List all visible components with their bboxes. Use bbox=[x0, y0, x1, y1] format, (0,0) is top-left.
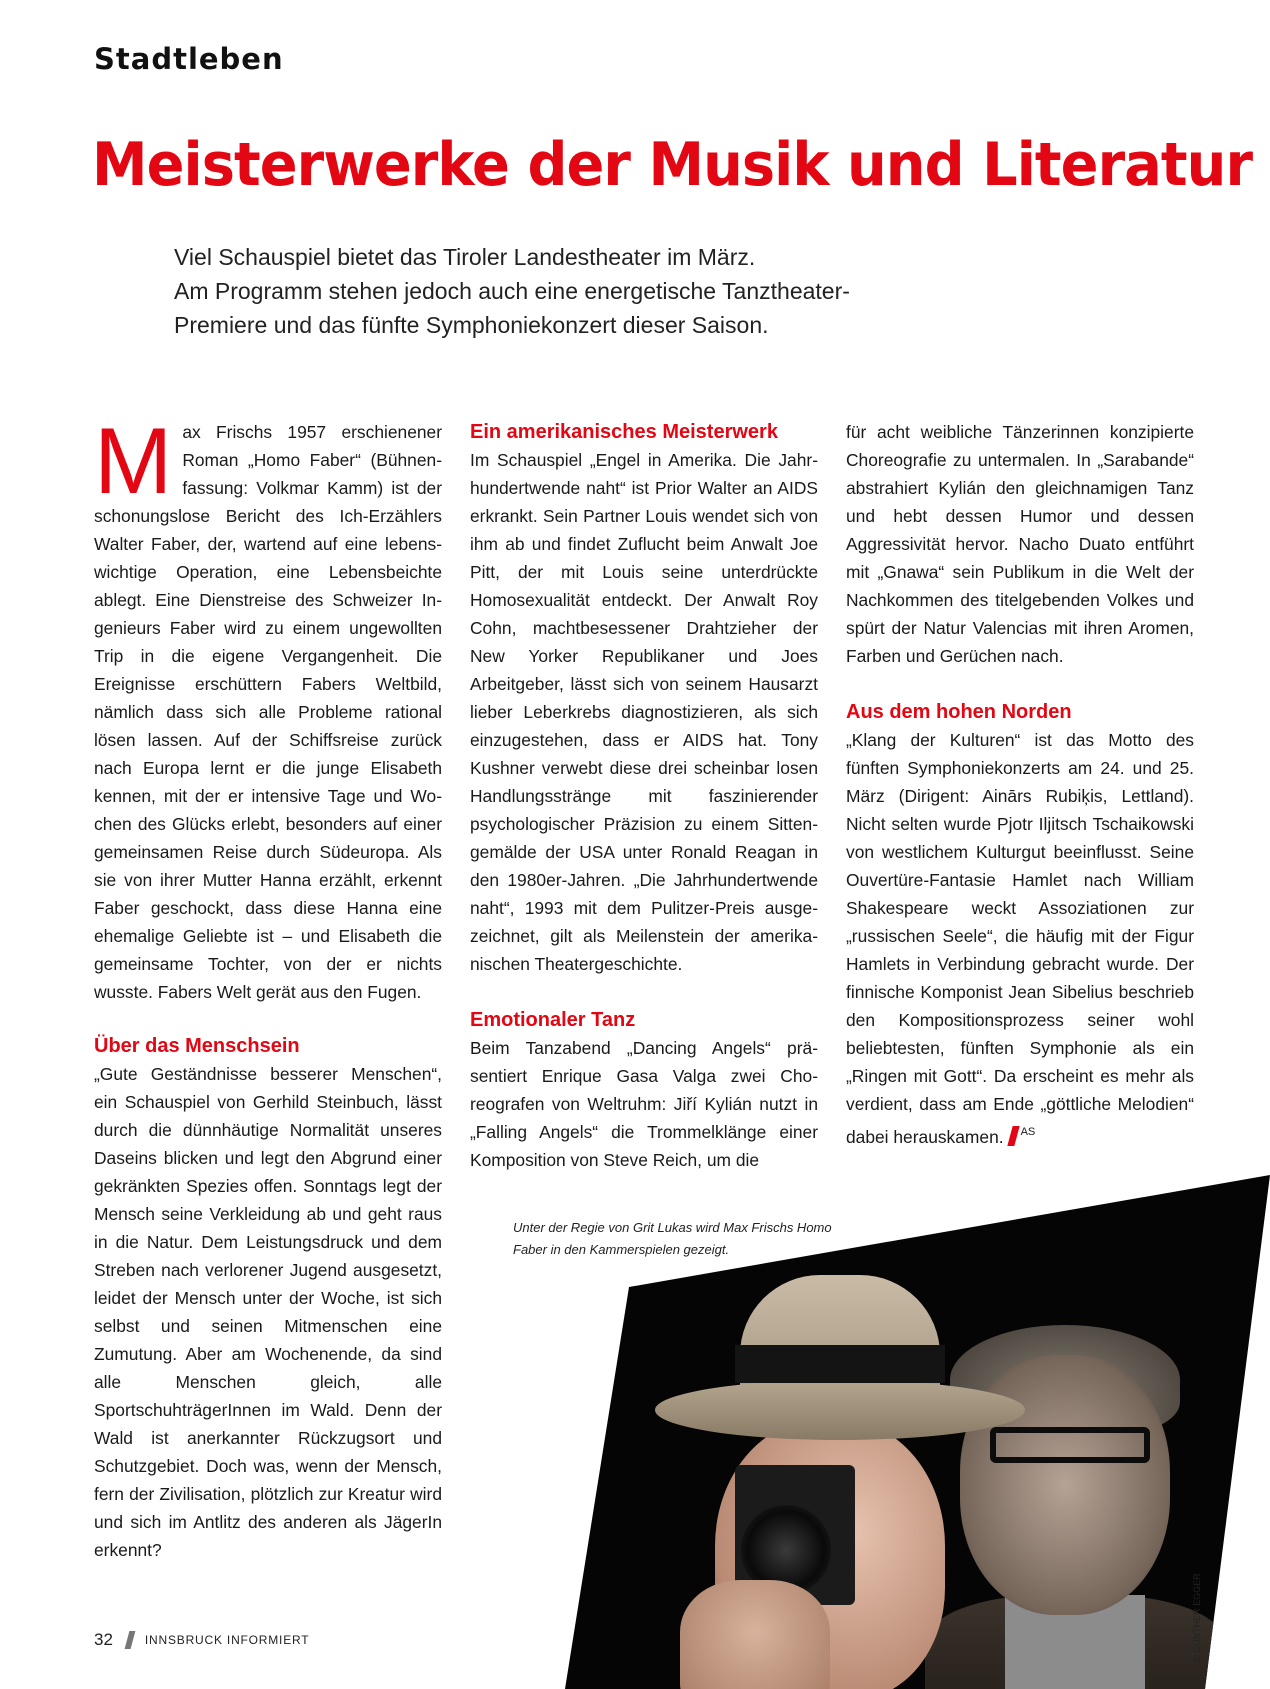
paragraph-meisterwerk: Im Schauspiel „Engel in Amerika. Die Jahrhundertwende naht“ ist Prior Walter an AIDS erkrankt. Sein Partner Louis wendet sich von ihm ab und findet Zuflucht beim Anwalt Joe Pitt, der mit Louis seine unterdrückte Homosexualität entdeckt. Der Anwalt Roy Cohn, machtbesessener Drahtzieher der New Yorker Republikaner und Joes Arbeitgeber, lässt sich von seinem Hausarzt lieber Leberkrebs diagnostizieren, als sich einzugestehen, dass er AIDS hat. Tony Kushner verwebt diese drei scheinbar losen Handlungsstränge mit faszinierender psychologischer Präzision zu einem Sittengemälde der USA unter Ronald Reagan in den 1980er-Jahren. „Die Jahrhundertwende naht“, 1993 mit dem Pulitzer-Preis ausgezeichnet, gilt als Meilenstein der amerikanischen Theatergeschichte. bbox=[470, 450, 818, 974]
intro-paragraph: Max Frischs 1957 erschienener Roman „Homo Faber“ (Bühnenfassung: Volkmar Kamm) ist der schonungslose Bericht des Ich-Erzählers Walter Faber, der, wartend auf eine lebenswichtige Operation, eine Lebensbeichte ablegt. Eine Dienstreise des Schweizer Ingenieurs Faber wird zu einem ungewollten Trip in die eigene Vergangenheit. Die Ereignisse erschüttern Fabers Weltbild, nämlich dass sich alle Probleme rational lösen lassen. Auf der Schiffsreise zurück nach Europa lernt er die junge Elisabeth kennen, mit der er intensive Tage und Wochen des Glücks erlebt, besonders auf einer gemeinsamen Reise durch Südeuropa. Als sie von ihrer Mutter Hanna erzählt, erkennt Faber geschockt, dass diese Hanna eine ehemalige Geliebte ist – und Elisabeth die gemeinsame Tochter, von der er nichts wusste. Fabers Welt gerät aus den Fugen. bbox=[94, 408, 442, 1002]
hat-band bbox=[735, 1345, 945, 1383]
paragraph-tanz-continued: für acht weibliche Tänzerinnen konzipierte Choreografie zu untermalen. In „Sarabande“ abstrahiert Kylián den gleichnamigen Tanz und hebt dessen Humor und dessen Aggressivität hervor. Nacho Duato entführt mit „Gnawa“ sein Publikum in die Welt der Nachkommen des titelgebenden Volkes und spürt der Natur Valencias mit ihren Aromen, Farben und Gerüchen nach. bbox=[846, 422, 1194, 666]
subheading-meisterwerk: Ein amerikanisches Meisterwerk bbox=[470, 421, 778, 443]
article-column-2 bbox=[470, 418, 818, 1174]
slash-divider-icon bbox=[125, 1631, 136, 1649]
drop-cap: M bbox=[94, 408, 173, 513]
page-number: 32 bbox=[94, 1630, 113, 1649]
photo-credit: © GÜNTHER EGGER bbox=[1192, 1573, 1202, 1662]
lead-line: Premiere und das fünfte Symphoniekonzert dieser Saison. bbox=[174, 312, 769, 338]
subheading-tanz: Emotionaler Tanz bbox=[470, 1009, 636, 1031]
author-initials: AS bbox=[1020, 1126, 1036, 1138]
publication-name: INNSBRUCK INFORMIERT bbox=[144, 1633, 310, 1647]
lead-line: Am Programm stehen jedoch auch eine energetische Tanztheater- bbox=[174, 278, 850, 304]
article-column-1 bbox=[94, 408, 442, 1564]
glasses-icon bbox=[990, 1427, 1150, 1463]
page-footer bbox=[94, 1630, 309, 1650]
photo-figure-hand bbox=[680, 1580, 830, 1689]
subheading-norden: Aus dem hohen Norden bbox=[846, 701, 1072, 723]
lead-paragraph bbox=[174, 240, 974, 342]
lead-line: Viel Schauspiel bietet das Tiroler Landestheater im März. bbox=[174, 244, 756, 270]
paragraph-tanz: Beim Tanzabend „Dancing Angels“ präsentiert Enrique Gasa Valga zwei Choreografen von Weltruhm: Jiří Kylián nutzt in „Falling Angels“ die Trommelklänge einer Komposition von Steve Reich, um die bbox=[470, 1038, 818, 1170]
article-column-3 bbox=[846, 418, 1194, 1151]
headline: Meisterwerke der Musik und Literatur bbox=[92, 130, 1253, 200]
paragraph-menschsein: „Gute Geständnisse besserer Menschen“, ein Schauspiel von Gerhild Steinbuch, lässt durch die dünnhäutige Normalität unseres Daseins blicken und legt den Abgrund einer gekränkten Spezies offen. Sonntags legt der Mensch seine Verkleidung ab und geht raus in die Natur. Dem Leistungsdruck und dem Streben nach verlorener Jugend ausgesetzt, leidet der Mensch unter der Woche, ist sich selbst und seinen Mitmenschen eine Zumutung. Aber am Wochenende, da sind alle Menschen gleich, alle SportschuhträgerInnen im Wald. Denn der Wald ist anerkannter Rückzugsort und Schutzgebiet. Doch was, wenn der Mensch, fern der Zivilisation, plötzlich zur Kreatur wird und sich im Antlitz des anderen als JägerIn erkennt? bbox=[94, 1064, 442, 1560]
paragraph-norden: „Klang der Kulturen“ ist das Motto des fünften Symphoniekonzerts am 24. und 25. März (Dirigent: Ainārs Rubiķis, Lettland). Nicht selten wurde Pjotr Iljitsch Tschaikowski von westlichem Kulturgut beeinflusst. Seine Ouvertüre-Fantasie Hamlet nach William Shakespeare weckt Assoziationen zur „russischen Seele“, die häufig mit der Figur Hamlets in Verbindung gebracht wurde. Der finnische Komponist Jean Sibelius beschrieb den Kompositionsprozess seiner wohl beliebtesten, fünften Symphonie als ein „Ringen mit Gott“. Da erscheint es mehr als verdient, dass am Ende „göttliche Melodien“ dabei herauskamen. $^{AS}$ bbox=[846, 730, 1194, 1147]
photo-caption: Unter der Regie von Grit Lukas wird Max Frischs Homo Faber in den Kammerspielen gezeigt. bbox=[513, 1220, 832, 1257]
subheading-menschsein: Über das Menschsein bbox=[94, 1035, 300, 1057]
hat-brim bbox=[655, 1380, 1025, 1440]
section-label: Stadtleben bbox=[94, 42, 284, 76]
end-mark-icon bbox=[1007, 1126, 1019, 1146]
